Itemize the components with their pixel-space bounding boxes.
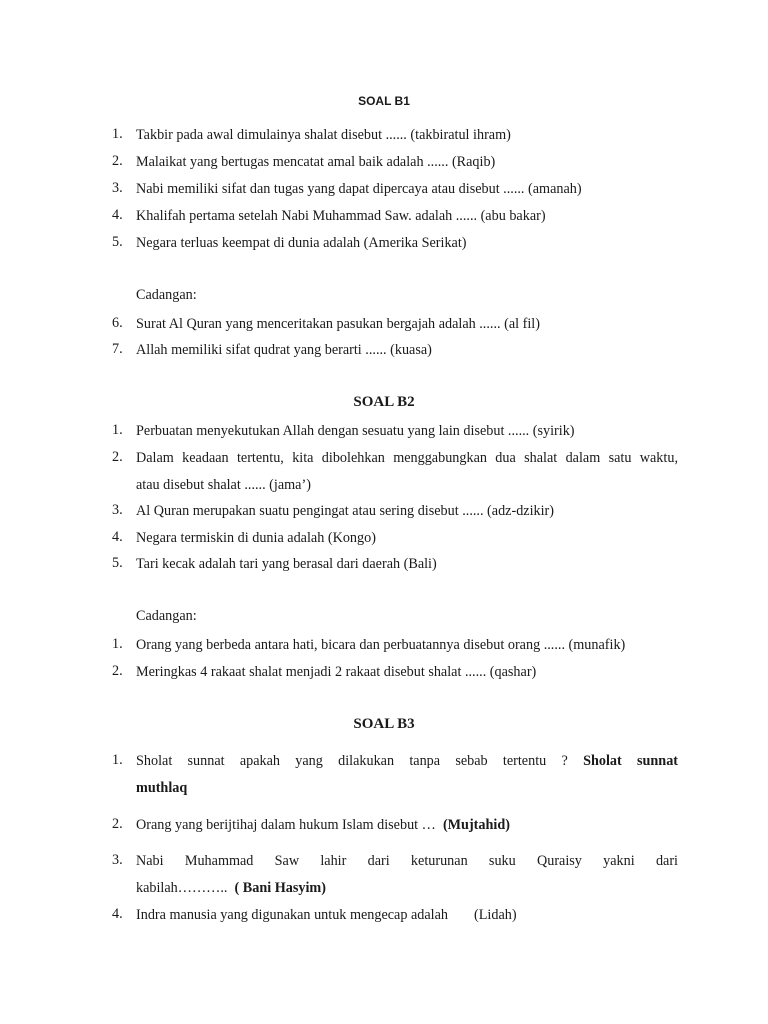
item-number: 1. bbox=[112, 422, 123, 438]
item-text: Tari kecak adalah tari yang berasal dari daerah (Bali) bbox=[136, 556, 437, 572]
section-title-b1: SOAL B1 bbox=[358, 94, 410, 108]
section-title-b2: SOAL B2 bbox=[353, 394, 415, 410]
item-text: Takbir pada awal dimulainya shalat disebut ...... (takbiratul ihram) bbox=[136, 127, 511, 143]
item-number: 7. bbox=[112, 341, 123, 357]
answer-text: ( Bani Hasyim) bbox=[234, 880, 326, 896]
item-text-line bbox=[136, 779, 678, 797]
section-title-b3: SOAL B3 bbox=[353, 716, 415, 732]
item-text: Nabi memiliki sifat dan tugas yang dapat dipercaya atau disebut ...... (amanah) bbox=[136, 181, 582, 197]
item-text-line: Dalam keadaan tertentu, kita dibolehkan menggabungkan dua shalat dalam satu waktu, bbox=[136, 450, 678, 466]
item-number: 6. bbox=[112, 315, 123, 331]
answer-text: (Lidah) bbox=[474, 907, 517, 923]
item-text: Perbuatan menyekutukan Allah dengan sesuatu yang lain disebut ...... (syirik) bbox=[136, 423, 575, 439]
item-number: 3. bbox=[112, 180, 123, 196]
cadangan-label-b2: Cadangan: bbox=[136, 608, 197, 624]
item-text: Orang yang berbeda antara hati, bicara dan perbuatannya disebut orang ...... (munafik) bbox=[136, 637, 626, 653]
item-text: Allah memiliki sifat qudrat yang berarti ...... (kuasa) bbox=[136, 342, 432, 358]
answer-text: muthlaq bbox=[136, 780, 188, 796]
question-text: Sholat sunnat apakah yang dilakukan tanpa sebab tertentu ? bbox=[136, 753, 568, 769]
question-text: kabilah……….. bbox=[136, 880, 228, 896]
item-number: 1. bbox=[112, 126, 123, 142]
item-number: 1. bbox=[112, 636, 123, 652]
item-number: 2. bbox=[112, 663, 123, 679]
item-text: Malaikat yang bertugas mencatat amal baik adalah ...... (Raqib) bbox=[136, 154, 496, 170]
item-number: 5. bbox=[112, 234, 123, 250]
item-text-line bbox=[136, 879, 678, 897]
item-number: 4. bbox=[112, 529, 123, 545]
item-text: Al Quran merupakan suatu pengingat atau sering disebut ...... (adz-dzikir) bbox=[136, 503, 555, 519]
item-text bbox=[136, 906, 678, 924]
answer-text: (Mujtahid) bbox=[442, 817, 510, 833]
cadangan-label-b1: Cadangan: bbox=[136, 287, 197, 303]
item-text: Khalifah pertama setelah Nabi Muhammad Saw. adalah ...... (abu bakar) bbox=[136, 208, 546, 224]
item-text-line: atau disebut shalat ...... (jama’) bbox=[136, 477, 311, 493]
item-text-line: Nabi Muhammad Saw lahir dari keturunan suku Quraisy yakni dari bbox=[136, 853, 678, 869]
question-text: Orang yang berijtihaj dalam hukum Islam disebut … bbox=[136, 817, 436, 833]
item-text: Negara termiskin di dunia adalah (Kongo) bbox=[136, 530, 376, 546]
item-number: 2. bbox=[112, 449, 123, 465]
question-text: Indra manusia yang digunakan untuk mengecap adalah bbox=[136, 907, 449, 923]
item-number: 1. bbox=[112, 752, 123, 768]
item-text-line bbox=[136, 752, 678, 770]
item-number: 2. bbox=[112, 816, 123, 832]
item-text: Negara terluas keempat di dunia adalah (Amerika Serikat) bbox=[136, 235, 467, 251]
item-text: Surat Al Quran yang menceritakan pasukan bergajah adalah ...... (al fil) bbox=[136, 316, 540, 332]
item-number: 4. bbox=[112, 906, 123, 922]
answer-text: Sholat sunnat bbox=[583, 753, 679, 769]
item-number: 2. bbox=[112, 153, 123, 169]
item-text: Meringkas 4 rakaat shalat menjadi 2 rakaat disebut shalat ...... (qashar) bbox=[136, 664, 537, 680]
item-number: 3. bbox=[112, 502, 123, 518]
item-number: 5. bbox=[112, 555, 123, 571]
item-text bbox=[136, 816, 678, 834]
item-number: 4. bbox=[112, 207, 123, 223]
item-number: 3. bbox=[112, 852, 123, 868]
